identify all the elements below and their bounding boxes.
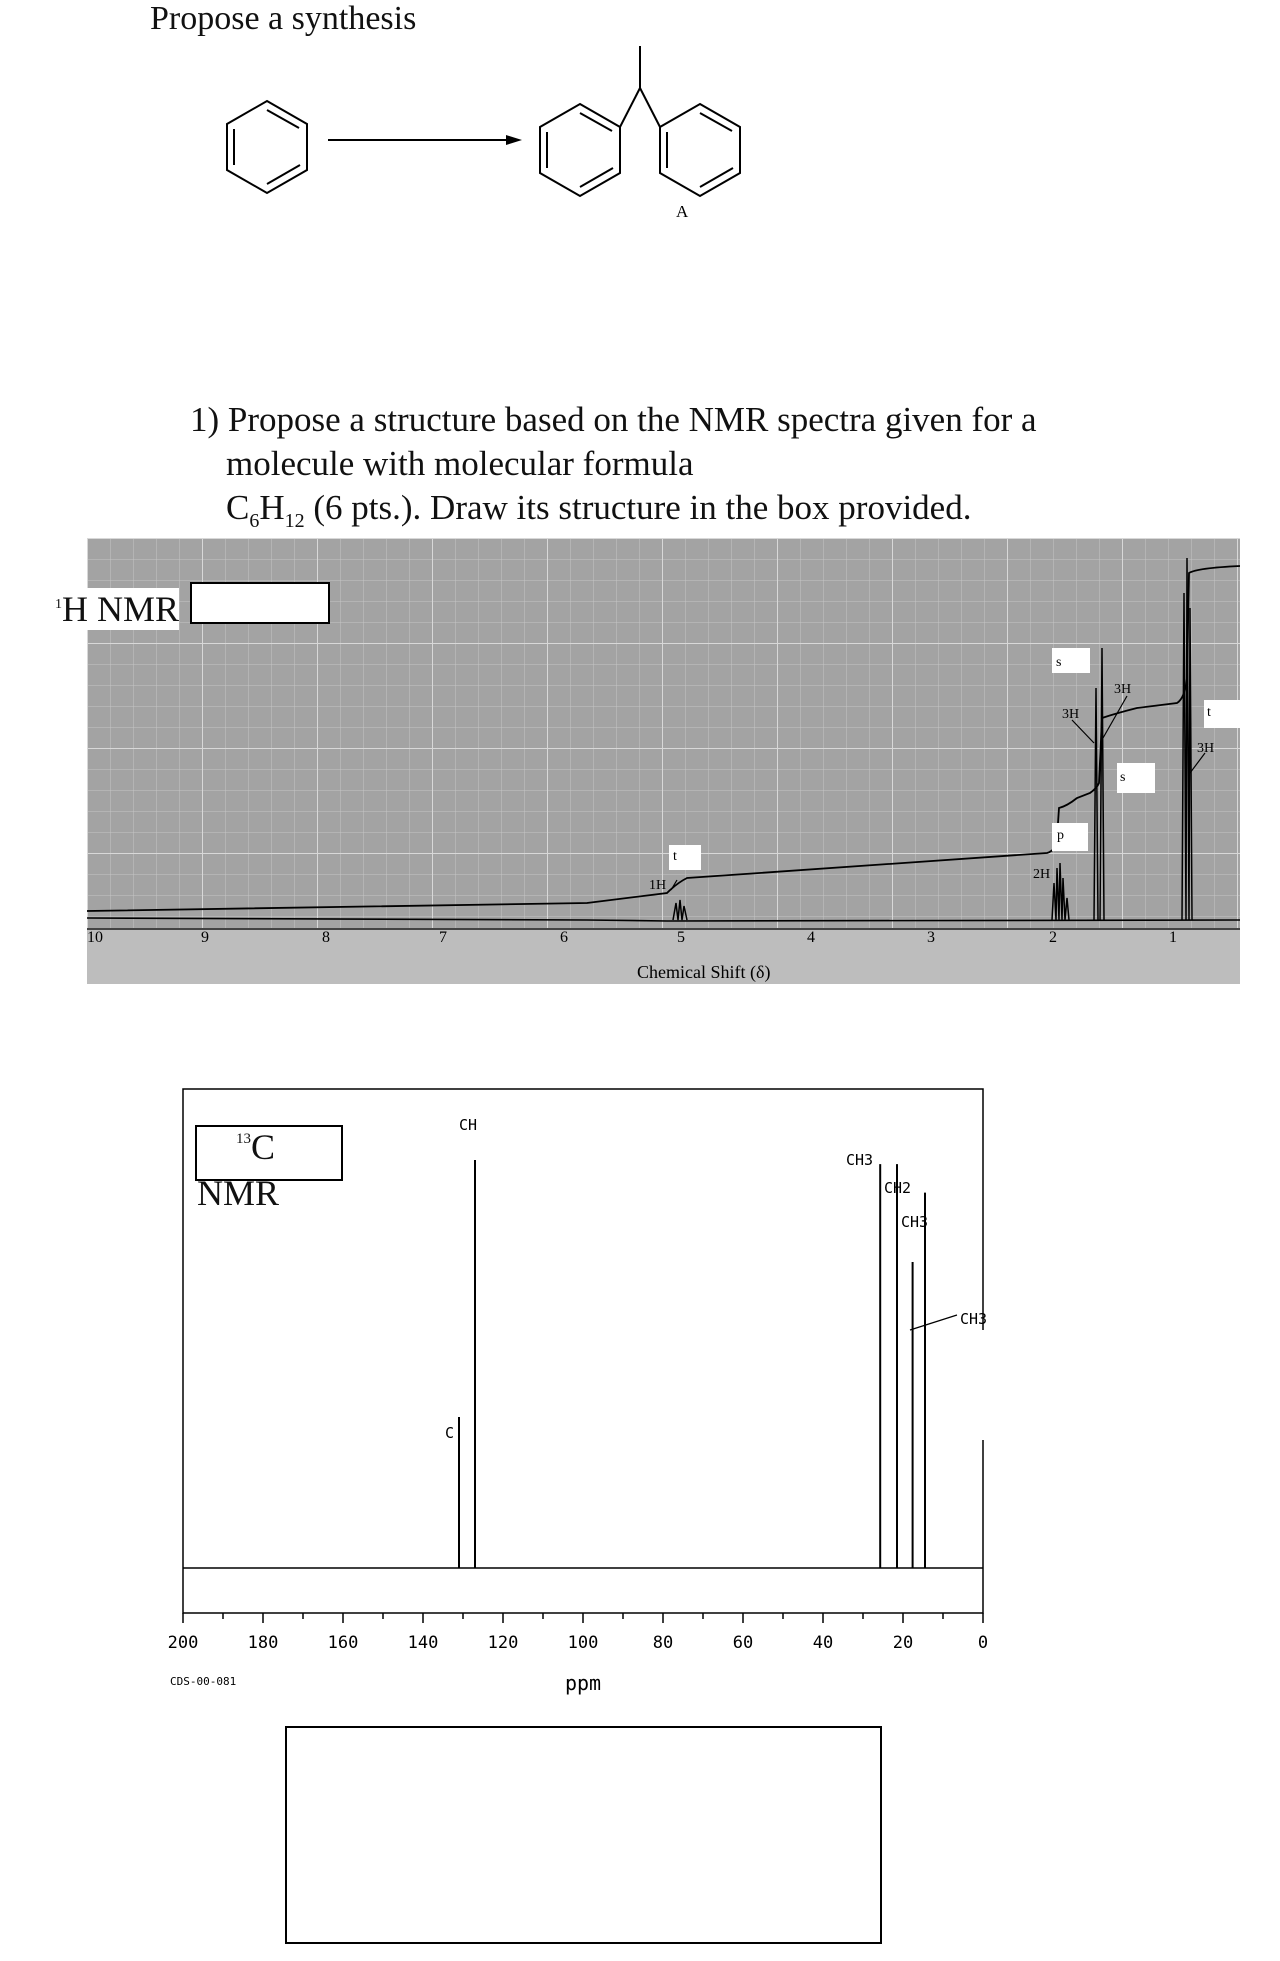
- c-tick-label-140: 140: [407, 1633, 439, 1653]
- c-tick-label-60: 60: [732, 1633, 754, 1653]
- c-nmr-xlabel: ppm: [564, 1671, 602, 1695]
- question-1-line-3-text: (6 pts.). Draw its structure in the box provided.: [313, 488, 972, 527]
- h-label-3h-c: 3H: [1197, 741, 1215, 756]
- c-label-ch: CH: [459, 1116, 478, 1134]
- h-tick-8: 8: [322, 929, 330, 946]
- product-a-structure: [540, 46, 740, 196]
- product-a-label: A: [676, 202, 689, 221]
- benzene-structure: [227, 101, 307, 193]
- c-tick-label-200: 200: [167, 1633, 199, 1653]
- c-tick-label-20: 20: [892, 1633, 914, 1653]
- formula-c-sub: 6: [249, 510, 260, 532]
- h-nmr-answer-box[interactable]: [190, 582, 330, 624]
- c-tick-label-80: 80: [652, 1633, 674, 1653]
- reaction-arrow: [328, 135, 522, 145]
- question-1: [190, 398, 1190, 543]
- h-label-t-right: t: [1207, 705, 1211, 720]
- c-nmr-tick-labels: [168, 1633, 988, 1653]
- c-nmr-label-c: C: [251, 1127, 276, 1167]
- h-tick-5: 5: [677, 929, 685, 946]
- c-nmr-tick-marks: [183, 1613, 983, 1623]
- c-tick-label-100: 100: [567, 1633, 599, 1653]
- h-label-p: p: [1057, 828, 1064, 843]
- h-label-2h: 2H: [1033, 867, 1051, 882]
- c-label-c: C: [445, 1424, 455, 1442]
- h-tick-9: 9: [201, 929, 209, 946]
- h-tick-10: 10: [87, 929, 103, 946]
- h-label-3h-a: 3H: [1062, 707, 1080, 722]
- h-label-t-top: t: [673, 849, 677, 864]
- c-tick-label-120: 120: [487, 1633, 519, 1653]
- h-label-1h: 1H: [649, 878, 667, 893]
- c-label-ch3-a: CH3: [846, 1151, 874, 1169]
- h-tick-4: 4: [807, 929, 815, 946]
- h-nmr-xlabel: Chemical Shift (δ): [637, 962, 771, 982]
- c-nmr-code: CDS-00-081: [170, 1675, 237, 1688]
- c-label-ch3-c: CH3: [960, 1310, 988, 1328]
- c-tick-label-160: 160: [327, 1633, 359, 1653]
- question-1-line-1: 1) Propose a structure based on the NMR spectra given for a: [190, 400, 1037, 439]
- h-nmr-label-text: H NMR: [62, 589, 180, 629]
- c-nmr-label-sup: 13: [236, 1131, 251, 1147]
- question-1-line-3: [190, 486, 1190, 543]
- h-label-3h-b: 3H: [1114, 682, 1132, 697]
- c-tick-label-180: 180: [247, 1633, 279, 1653]
- formula-c: C: [226, 488, 250, 527]
- h-tick-7: 7: [439, 929, 447, 946]
- h-nmr-label: [55, 588, 179, 630]
- formula-h: H: [259, 488, 285, 527]
- h-tick-1: 1: [1169, 929, 1177, 946]
- c-label-ch2: CH2: [884, 1179, 912, 1197]
- h-label-s-top: s: [1056, 655, 1062, 670]
- synthesis-title: Propose a synthesis: [150, 0, 417, 37]
- structure-answer-box[interactable]: [285, 1726, 882, 1944]
- formula-h-sub: 12: [284, 510, 305, 532]
- h-nmr-label-sup: 1: [55, 597, 62, 612]
- h-tick-2: 2: [1049, 929, 1057, 946]
- h-tick-6: 6: [560, 929, 568, 946]
- synthesis-scheme: [210, 40, 830, 230]
- h-tick-3: 3: [927, 929, 935, 946]
- c-label-ch3-b: CH3: [901, 1213, 929, 1231]
- c-tick-label-40: 40: [812, 1633, 834, 1653]
- c-tick-label-0: 0: [977, 1633, 989, 1653]
- c-nmr-label-nmr: NMR: [197, 1173, 280, 1213]
- h-label-s-mid: s: [1120, 770, 1126, 785]
- question-1-line-2: molecule with molecular formula: [226, 444, 694, 483]
